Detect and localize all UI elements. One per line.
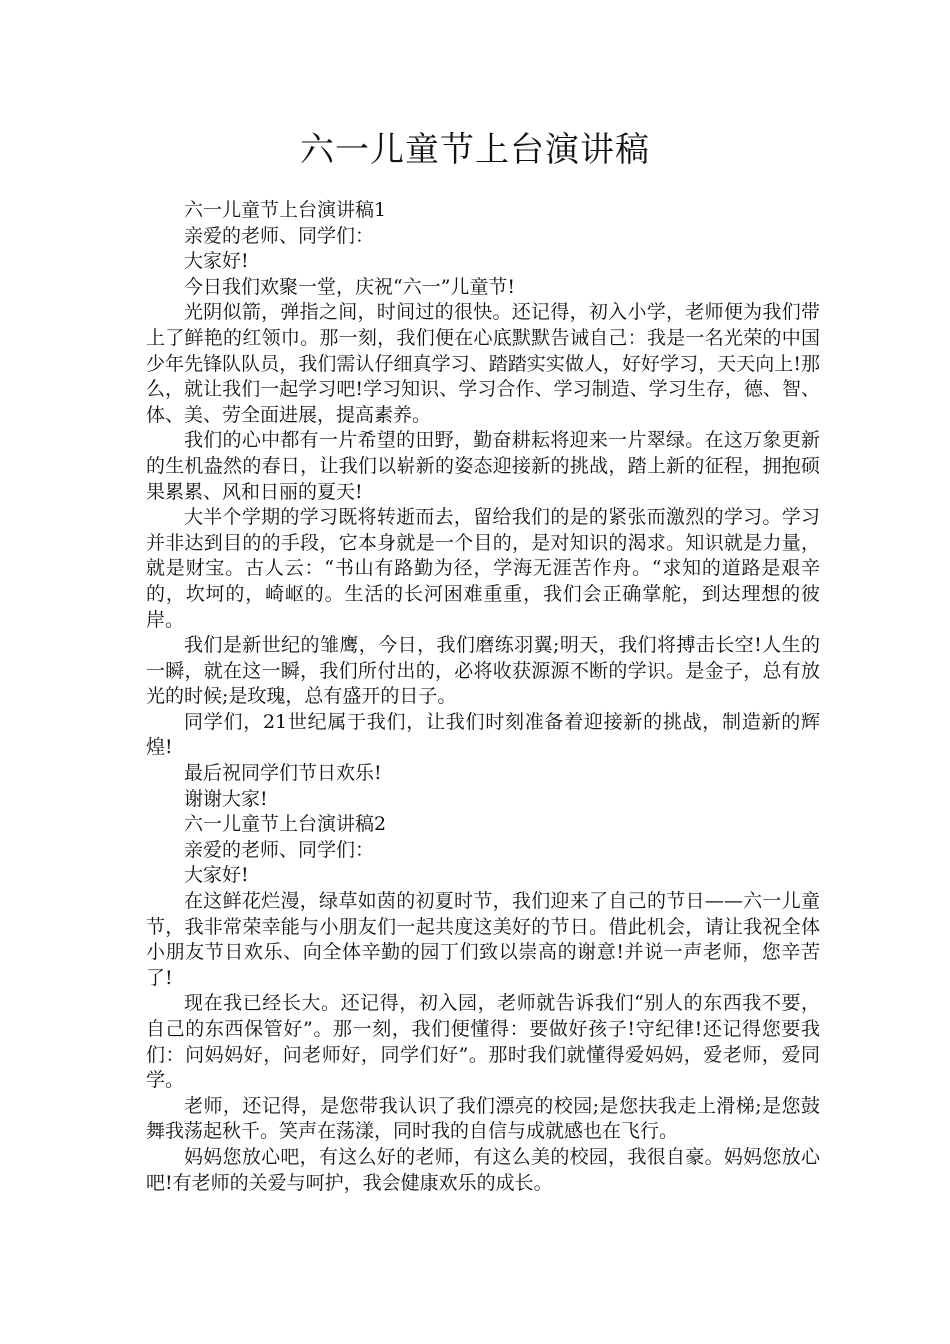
section-heading-2: 六一儿童节上台演讲稿2 xyxy=(184,813,387,836)
paragraph: 同学们，21世纪属于我们，让我们时刻准备着迎接新的挑战，制造新的辉煌! xyxy=(146,710,820,759)
page-title: 六一儿童节上台演讲稿 xyxy=(300,130,650,170)
paragraph: 我们是新世纪的雏鹰，今日，我们磨练羽翼;明天，我们将搏击长空!人生的一瞬，就在这一瞬，我们所付出的，必将收获源源不断的学识。是金子，总有放光的时候;是玫瑰，总有盛开的日子。 xyxy=(146,634,820,708)
paragraph: 妈妈您放心吧，有这么好的老师，有这么美的校园，我很自豪。妈妈您放心吧!有老师的关爱与呵护，我会健康欢乐的成长。 xyxy=(146,1145,820,1194)
paragraph: 光阴似箭，弹指之间，时间过的很快。还记得，初入小学，老师便为我们带上了鲜艳的红领巾。那一刻，我们便在心底默默告诫自己：我是一名光荣的中国少年先锋队队员，我们需认仔细真学习、踏踏实实做人，好好学习，天天向上!那么，就让我们一起学习吧!学习知识、学习合作、学习制造、学习生存，德、智、体、美、劳全面进展，提高素养。 xyxy=(146,301,820,426)
document-body xyxy=(146,198,820,1196)
thanks: 谢谢大家! xyxy=(184,787,268,810)
paragraph: 现在我已经长大。还记得，初入园，老师就告诉我们“别人的东西我不要，自己的东西保管好”。那一刻，我们便懂得：要做好孩子!守纪律!还记得您要我们：问妈妈好，问老师好，同学们好”。那时我们就懂得爱妈妈，爱老师，爱同学。 xyxy=(146,992,820,1092)
paragraph: 我们的心中都有一片希望的田野，勤奋耕耘将迎来一片翠绿。在这万象更新的生机盎然的春日，让我们以崭新的姿态迎接新的挑战，踏上新的征程，拥抱硕果累累、风和日丽的夏天! xyxy=(146,429,820,503)
paragraph: 老师，还记得，是您带我认识了我们漂亮的校园;是您扶我走上滑梯;是您鼓舞我荡起秋千。笑声在荡漾，同时我的自信与成就感也在飞行。 xyxy=(146,1094,820,1143)
paragraph: 今日我们欢聚一堂，庆祝“六一”儿童节! xyxy=(184,275,516,298)
greeting: 大家好! xyxy=(184,250,249,273)
greeting: 大家好! xyxy=(184,864,249,887)
section-heading-1: 六一儿童节上台演讲稿1 xyxy=(184,199,387,221)
salutation: 亲爱的老师、同学们： xyxy=(184,838,375,861)
paragraph: 在这鲜花烂漫，绿草如茵的初夏时节，我们迎来了自己的节日——六一儿童节，我非常荣幸能与小朋友们一起共度这美好的节日。借此机会，请让我祝全体小朋友节日欢乐、向全体辛勤的园丁们致以崇高的谢意!并说一声老师，您辛苦了! xyxy=(146,890,820,989)
closing-wish: 最后祝同学们节日欢乐! xyxy=(184,762,382,785)
salutation: 亲爱的老师、同学们： xyxy=(184,224,375,247)
paragraph: 大半个学期的学习既将转逝而去，留给我们的是的紧张而激烈的学习。学习并非达到目的的手段，它本身就是一个目的，是对知识的渴求。知识就是力量，就是财宝。古人云：“书山有路勤为径，学海无涯苦作舟。“求知的道路是艰辛的，坎坷的，崎岖的。生活的长河困难重重，我们会正确掌舵，到达理想的彼岸。 xyxy=(146,506,820,631)
